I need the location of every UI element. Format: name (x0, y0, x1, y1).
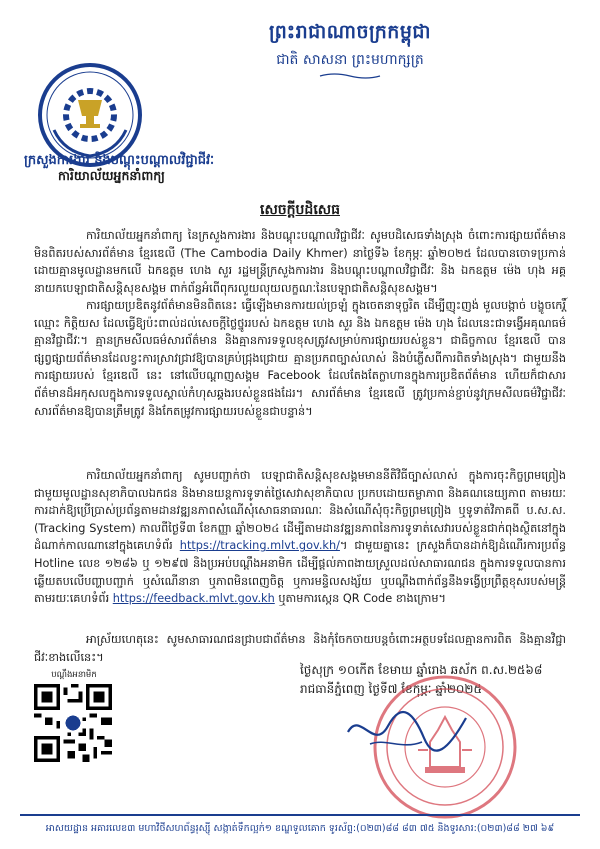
spokesperson-office: ការិយាល័យអ្នកនាំពាក្យ (58, 168, 165, 183)
national-motto: ជាតិ សាសនា ព្រះមហាក្សត្រ (276, 52, 424, 68)
feedback-link[interactable]: https://feedback.mlvt.gov.kh (112, 592, 275, 606)
qr-label: បណ្តឹងអនាមិក (51, 670, 97, 680)
qr-code-icon[interactable] (34, 684, 112, 762)
document-title: សេចក្តីបដិសេធ (260, 202, 340, 218)
paragraph-1 (34, 227, 566, 297)
paragraph-2-text: ការផ្សាយប្រឌិតនូវព័ត៌មានមិនពិតនេះ ធ្វើឡើងមានការយល់ច្រឡំ ក្នុងចេតនាទុច្ចរិត ដើម្បីញុះញង់ មួលបង្កាច់ បង្ខូចកេរ្តិ៍ឈ្មោះ កិត្តិយស ដែលធ្វើឱ្យប៉ះពាល់ដល់សេចក្តីថ្លៃថ្នូររបស់ ឯកឧត្តម ហេង សួរ និង ឯកឧត្តម ម៉េង ហុង ដែលនេះជាទង្វើអគុណធម៌ គ្មានវិជ្ជាជីវៈ។ គ្មានក្រមសីលធម៌សារព័ត៌មាន និងគ្មានការទទួលខុសត្រូវសម្រាប់ការផ្សាយរបស់ខ្លួន។ ជាធិច្ចកាល ខ្មែរឌេលី បានផ្សព្វផ្សាយព័ត៌មានដែលខ្វះការស្រាវជ្រាវឱ្យបានគ្រប់ជ្រុងជ្រោយ គ្មានប្រភពច្បាស់លាស់ និងបំភ្លើសពីការពិតទាំងស្រុង។ ជាមួយនឹងការផ្សាយរបស់ ខ្មែរឌេលី នេះ នៅលើបណ្តាញសង្គម Facebook ដែលតែងតែក្លាហានក្នុងការប្រឌិតព័ត៌មាន ហើយក៏ជាសារព័ត៌មានដ៏អកុសលក្នុងការទទួលស្គាល់កំហុសឆ្គងរបស់ខ្លួនផងដែរ។ សារព័ត៌មាន ខ្មែរឌេលី ត្រូវប្រកាន់ខ្ជាប់នូវក្រមសីលធម៌វិជ្ជាជីវៈសារព័ត៌មានឱ្យបានត្រឹមត្រូវ និងកែតម្រូវការផ្សាយរបស់ខ្លួនជាបន្ទាន់។ (34, 299, 566, 418)
paragraph-3-text-a: ការិយាល័យអ្នកនាំពាក្យ សូមបញ្ជាក់ថា បេឡាជាតិសន្តិសុខសង្គមមាននីតិវិធីច្បាស់លាស់ ក្នុងការចុះកិច្ចព្រមព្រៀងជាមួយមូលដ្ឋានសុខាភិបាលឯកជន និងមានយន្តការទូទាត់ថ្លៃសេវាសុខាភិបាល ប្រកបដោយតម្លាភាព និងគណនេយ្យភាព តាមរយៈការដាក់ឱ្យប្រើប្រាស់ប្រព័ន្ធតាមដានវឌ្ឍនភាពសំណើសុំសោធនាធារណៈ និងសំណើសុំចុះកិច្ចព្រមព្រៀង ឬទូទាត់វិភាគពី ប.ស.ស. (Tracking System) កាលពីថ្ងៃទី៣ ខែកញ្ញា ឆ្នាំ២០២៤ ដើម្បីតាមដានវឌ្ឍនភាពនៃការទូទាត់សេវារបស់ខ្លួនជាក់ពុងស្ថិតនៅក្នុងដំណាក់កាលណានៅក្នុងគេហទំព័រ (34, 469, 566, 553)
paragraph-2 (34, 297, 566, 420)
tracking-link[interactable]: https://tracking.mlvt.gov.kh/ (179, 539, 340, 553)
signature-icon (330, 692, 480, 772)
footer-divider (20, 814, 580, 816)
paragraph-3-text-c: ឬតាមការស្កេន QR Code ខាងក្រោម។ (274, 592, 446, 606)
footer-address: អាសយដ្ឋាន អគារលេខ៣ មហាវិថីសហព័ន្ធរុស្ស៊ី សង្កាត់ទឹកល្អក់១ ខណ្ឌទួលគោក ទូរស័ព្ទ:(០២៣)៨៨ ៨៣ ៧៥ និងទូរសារ:(០២៣)៨៨ ២៧ ៦៩ (45, 823, 555, 834)
paragraph-4 (34, 631, 566, 666)
paragraph-3-text-b: ។ ជាមួយគ្នានេះ ក្រសួងក៏បានដាក់ឱ្យដំណើរការប្រព័ន្ធ Hotline លេខ ១២៨៦ ឬ ១២៩៧ និងប្រអប់បណ្តឹងអនាមិក ដើម្បីផ្តល់ភាពងាយស្រួលដល់សាធារណជន ក្នុងការទទួលបានការឆ្លើយតបលើបញ្ហាបញ្ជាក់ ឬសំណើនានា ឬភាពមិនពេញចិត្ត ឬការមន្ទិលសង្ស័យ ឬបណ្តឹងពាក់ព័ន្ធនឹងទង្វើប្រព្រឹត្តខុសរបស់មន្ត្រីតាមរយៈគេហទំព័រ (34, 539, 566, 606)
motto-ornament (318, 72, 382, 80)
paragraph-3 (34, 467, 566, 608)
kingdom-title: ព្រះរាជាណាចក្រកម្ពុជា (269, 21, 431, 43)
gregorian-date: រាជធានីភ្នំពេញ ថ្ងៃទី៧ ខែកុម្ភៈ ឆ្នាំ២០២៥ (300, 682, 482, 696)
paragraph-1-text: ការិយាល័យអ្នកនាំពាក្យ នៃក្រសួងការងារ និងបណ្តុះបណ្តាលវិជ្ជាជីវៈ សូមបដិសេធទាំងស្រុង ចំពោះការផ្សាយព័ត៌មានមិនពិតរបស់សារព័ត៌មាន ខ្មែរឌេលី (The Cambodia Daily Khmer) នាថ្ងៃទី៦ ខែកុម្ភៈ ឆ្នាំ២០២៥ ដែលបានចោទប្រកាន់ដោយគ្មានមូលដ្ឋានមកលើ ឯកឧត្តម ហេង សួរ រដ្ឋមន្ត្រីក្រសួងការងារ និងបណ្តុះបណ្តាលវិជ្ជាជីវៈ និង ឯកឧត្តម ម៉េង ហុង អគ្គនាយកបេឡាជាតិសន្តិសុខសង្គម ពាក់ព័ន្ធអំពើពុករលួយលុយលក្ខណៈនៃបេឡាជាតិសន្តិសុខសង្គម។ (34, 229, 566, 295)
paragraph-4-text: អាស្រ័យហេតុនេះ សូមសាធារណជនជ្រាបជាព័ត៌មាន និងកុំចែកចាយបន្តចំពោះអត្ថបទដែលគ្មានការពិត និងគ្មានវិជ្ជាជីវៈខាងលើនេះ។ (34, 633, 566, 664)
lunar-date: ថ្ងៃសុក្រ ១០កើត ខែមាឃ ឆ្នាំរោង ឆស័ក ព.ស.២៥៦៨ (300, 663, 543, 677)
ministry-name: ក្រសួងការងារ និងបណ្តុះបណ្តាលវិជ្ជាជីវៈ (24, 153, 215, 168)
